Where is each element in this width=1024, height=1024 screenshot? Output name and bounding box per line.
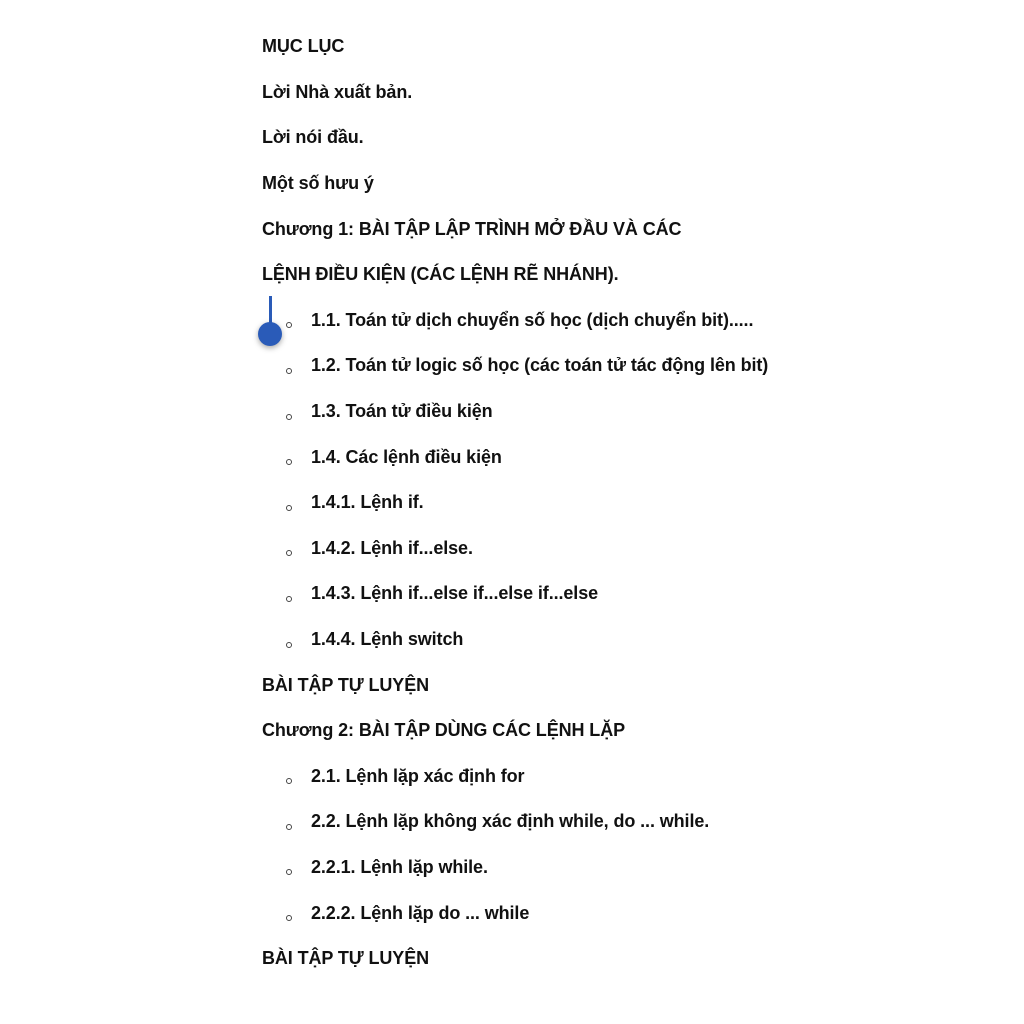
toc-item-text: 1.4. Các lệnh điều kiện	[311, 446, 502, 467]
circle-bullet-icon	[286, 550, 292, 556]
circle-bullet-icon	[286, 459, 292, 465]
toc-subitem-1-4-2[interactable]	[262, 526, 1002, 572]
circle-bullet-icon	[286, 778, 292, 784]
toc-item-exercises-2[interactable]	[262, 936, 1002, 982]
toc-item-chapter-1[interactable]	[262, 206, 1002, 252]
circle-bullet-icon	[286, 915, 292, 921]
toc-subitem-2-2-2[interactable]	[262, 890, 1002, 936]
circle-bullet-icon	[286, 824, 292, 830]
toc-item-text: 2.2. Lệnh lặp không xác định while, do ... while.	[311, 811, 710, 832]
toc-item-preface[interactable]	[262, 115, 1002, 161]
toc-item-text: LỆNH ĐIỀU KIỆN (CÁC LỆNH RẼ NHÁNH).	[262, 264, 619, 285]
circle-bullet-icon	[286, 642, 292, 648]
toc-subitem-1-4-1[interactable]	[262, 480, 1002, 526]
toc-item-text: 1.4.1. Lệnh if.	[311, 492, 424, 513]
toc-item-publisher-note[interactable]	[262, 70, 1002, 116]
toc-item-text: Lời nói đầu.	[262, 127, 364, 148]
toc-subitem-1-2[interactable]	[262, 343, 1002, 389]
toc-item-text: 2.2.2. Lệnh lặp do ... while	[311, 902, 530, 923]
toc-item-text: MỤC LỤC	[262, 36, 345, 57]
toc-item-text: Một số hưu ý	[262, 173, 374, 194]
toc-item-notes[interactable]	[262, 161, 1002, 207]
toc-subitem-1-3[interactable]	[262, 389, 1002, 435]
toc-item-text: 1.4.2. Lệnh if...else.	[311, 537, 473, 558]
drag-handle-icon[interactable]	[258, 322, 282, 346]
toc-subitem-2-2-1[interactable]	[262, 845, 1002, 891]
toc-item-text: 1.3. Toán tử điều kiện	[311, 401, 493, 422]
circle-bullet-icon	[286, 596, 292, 602]
circle-bullet-icon	[286, 414, 292, 420]
table-of-contents	[262, 24, 1002, 981]
circle-bullet-icon	[286, 368, 292, 374]
toc-item-chapter-2[interactable]	[262, 708, 1002, 754]
toc-item-text: Chương 1: BÀI TẬP LẬP TRÌNH MỞ ĐẦU VÀ CÁC	[262, 218, 682, 239]
toc-item-text: 1.1. Toán tử dịch chuyển số học (dịch chuyển bit).....	[311, 309, 754, 330]
circle-bullet-icon	[286, 869, 292, 875]
toc-item-text: BÀI TẬP TỰ LUYỆN	[262, 948, 430, 969]
toc-item-text: 1.4.3. Lệnh if...else if...else if...else	[311, 583, 599, 604]
toc-subitem-1-4[interactable]	[262, 434, 1002, 480]
toc-heading[interactable]	[262, 24, 1002, 70]
text-selection-handle[interactable]	[257, 296, 283, 348]
toc-item-text: 1.4.4. Lệnh switch	[311, 629, 464, 650]
toc-subitem-2-2[interactable]	[262, 799, 1002, 845]
circle-bullet-icon	[286, 505, 292, 511]
toc-item-text: BÀI TẬP TỰ LUYỆN	[262, 674, 430, 695]
toc-item-exercises-1[interactable]	[262, 662, 1002, 708]
toc-item-chapter-1-cont[interactable]	[262, 252, 1002, 298]
toc-subitem-1-1[interactable]	[262, 298, 1002, 344]
toc-item-text: 1.2. Toán tử logic số học (các toán tử tác động lên bit)	[311, 355, 769, 376]
toc-subitem-2-1[interactable]	[262, 754, 1002, 800]
toc-item-text: 2.1. Lệnh lặp xác định for	[311, 765, 525, 786]
toc-item-text: Lời Nhà xuất bản.	[262, 81, 413, 102]
toc-item-text: Chương 2: BÀI TẬP DÙNG CÁC LỆNH LẶP	[262, 720, 625, 741]
circle-bullet-icon	[286, 322, 292, 328]
toc-item-text: 2.2.1. Lệnh lặp while.	[311, 856, 488, 877]
toc-subitem-1-4-3[interactable]	[262, 571, 1002, 617]
toc-subitem-1-4-4[interactable]	[262, 617, 1002, 663]
